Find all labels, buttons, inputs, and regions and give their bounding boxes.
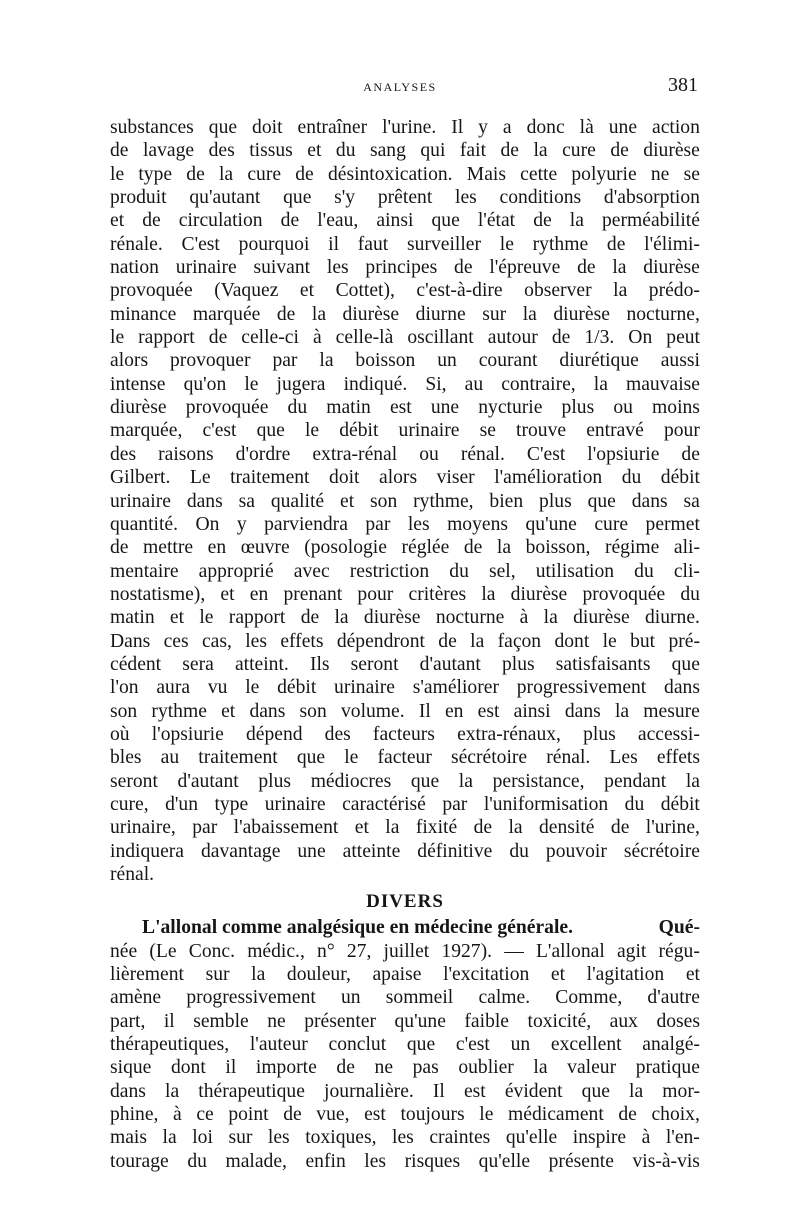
analyses-text-line: marquée, c'est que le débit urinaire se trouve entravé pour xyxy=(110,420,700,442)
running-title: ANALYSES xyxy=(363,80,437,94)
section-analyses-text xyxy=(110,116,700,886)
analyses-text-line: et de circulation de l'eau, ainsi que l'état de la perméabilité xyxy=(110,210,700,232)
divers-text-line: part, il semble ne présenter qu'une faible toxicité, aux doses xyxy=(110,1010,700,1032)
analyses-text-line: bles au traitement que le facteur sécrétoire rénal. Les effets xyxy=(110,747,700,769)
analyses-text-line: urinaire dans sa qualité et son rythme, bien plus que dans sa xyxy=(110,490,700,512)
analyses-text-line: nation urinaire suivant les principes de l'épreuve de la diurèse xyxy=(110,257,700,279)
analyses-text-line: produit qu'autant que s'y prêtent les conditions d'absorption xyxy=(110,187,700,209)
divers-text-line: née (Le Conc. médic., n° 27, juillet 1927). — L'allonal agit régu- xyxy=(110,940,700,962)
analyses-text-line: de lavage des tissus et du sang qui fait de la cure de diurèse xyxy=(110,140,700,162)
divers-text-line: lièrement sur la douleur, apaise l'excitation et l'agitation et xyxy=(110,964,700,986)
analyses-text-line: intense qu'on le jugera indiqué. Si, au contraire, la mauvaise xyxy=(110,373,700,395)
analyses-text-line: provoquée (Vaquez et Cottet), c'est-à-dire observer la prédo- xyxy=(110,280,700,302)
analyses-text-line: minance marquée de la diurèse diurne sur la diurèse nocturne, xyxy=(110,303,700,325)
analyses-text-line: substances que doit entraîner l'urine. Il y a donc là une action xyxy=(110,117,700,138)
analyses-text-line: l'on aura vu le débit urinaire s'améliorer progressivement dans xyxy=(110,677,700,699)
analyses-text-line: des raisons d'ordre extra-rénal ou rénal. C'est l'opsiurie de xyxy=(110,443,700,465)
analyses-text-line: quantité. On y parviendra par les moyens qu'une cure permet xyxy=(110,513,700,535)
analyses-text-line: cure, d'un type urinaire caractérisé par l'uniformisation du débit xyxy=(110,793,700,815)
divers-text-line: thérapeutiques, l'auteur conclut que c'est un excellent analgé- xyxy=(110,1034,700,1056)
analyses-text-line: matin et le rapport de la diurèse nocturne à la diurèse diurne. xyxy=(110,607,700,629)
analyses-text-line: cédent sera atteint. Ils seront d'autant plus satisfaisants que xyxy=(110,653,700,675)
analyses-text-line: son rythme et dans son volume. Il en est ainsi dans la mesure xyxy=(110,700,700,722)
article-title-line xyxy=(110,916,700,939)
analyses-text-line: le type de la cure de désintoxication. Mais cette polyurie ne se xyxy=(110,163,700,185)
analyses-text-line: alors provoquer par la boisson un courant diurétique aussi xyxy=(110,350,700,372)
analyses-text-line: Dans ces cas, les effets dépendront de la façon dont le but pré- xyxy=(110,630,700,652)
analyses-text-line: de mettre en œuvre (posologie réglée de la boisson, régime ali- xyxy=(110,537,700,559)
analyses-text-line: indiquera davantage une atteinte définitive du pouvoir sécrétoire xyxy=(110,840,700,862)
analyses-text-line: rénale. C'est pourquoi il faut surveiller le rythme de l'élimi- xyxy=(110,233,700,255)
page-number: 381 xyxy=(668,74,698,96)
divers-text-line: tourage du malade, enfin les risques qu'elle présente vis-à-vis xyxy=(110,1150,700,1172)
analyses-text-line: seront d'autant plus médiocres que la persistance, pendant la xyxy=(110,770,700,792)
analyses-text-line: urinaire, par l'abaissement et la fixité de la densité de l'urine, xyxy=(110,817,700,839)
divers-text-line: phine, à ce point de vue, est toujours le médicament de choix, xyxy=(110,1104,700,1126)
section-divers-text xyxy=(110,940,700,1173)
analyses-text-line: nostatisme), et en prenant pour critères la diurèse provoquée du xyxy=(110,583,700,605)
divers-text-line: mais la loi sur les toxiques, les craintes qu'elle inspire à l'en- xyxy=(110,1127,700,1149)
body-text xyxy=(110,116,700,1173)
divers-text-line: sique dont il importe de ne pas oublier la valeur pratique xyxy=(110,1057,700,1079)
divers-text-line: amène progressivement un sommeil calme. Comme, d'autre xyxy=(110,987,700,1009)
section-heading-divers: DIVERS xyxy=(366,891,444,913)
analyses-text-line: où l'opsiurie dépend des facteurs extra-rénaux, plus accessi- xyxy=(110,723,700,745)
analyses-text-line: mentaire approprié avec restriction du sel, utilisation du cli- xyxy=(110,560,700,582)
article-author-start: Qué- xyxy=(658,917,700,939)
analyses-text-line: rénal. xyxy=(110,864,155,885)
divers-text-line: dans la thérapeutique journalière. Il est évident que la mor- xyxy=(110,1080,700,1102)
analyses-text-line: diurèse provoquée du matin est une nycturie plus ou moins xyxy=(110,397,700,419)
analyses-text-line: Gilbert. Le traitement doit alors viser l'amélioration du débit xyxy=(110,467,700,489)
article-title: L'allonal comme analgésique en médecine générale. xyxy=(142,917,574,939)
analyses-text-line: le rapport de celle-ci à celle-là oscillant autour de 1/3. On peut xyxy=(110,327,700,349)
